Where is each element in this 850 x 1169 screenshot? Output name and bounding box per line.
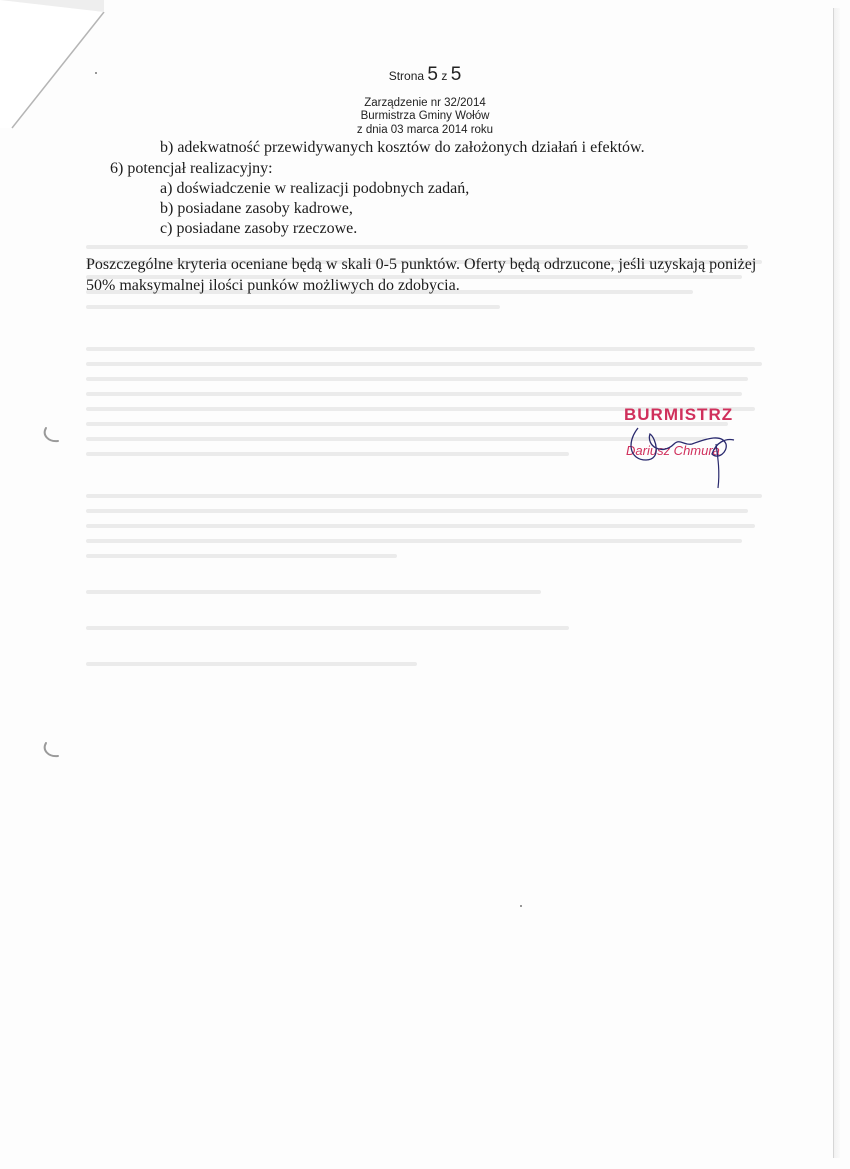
list-item <box>160 179 469 198</box>
list-marker: c) <box>160 220 173 237</box>
list-text: potencjał realizacyjny: <box>127 160 273 177</box>
list-text: posiadane zasoby kadrowe, <box>177 200 353 217</box>
speck <box>95 72 97 74</box>
list-marker: a) <box>160 180 173 197</box>
ordinance-date: z dnia 03 marca 2014 roku <box>356 124 494 136</box>
ordinance-issuer: Burmistrza Gminy Wołów <box>360 110 490 122</box>
svg-text:BURMISTRZ: BURMISTRZ <box>624 405 734 424</box>
page-number: 5 <box>427 64 438 85</box>
list-marker: b) <box>160 200 174 217</box>
criteria-paragraph: Poszczególne kryteria oceniane będą w skali 0-5 punktów. Oferty będą odrzucone, jeśli uzyskają poniżej 50% maksymalnej ilości punków możliwych do zdobycia. <box>86 256 757 294</box>
page-prefix: Strona <box>388 69 425 83</box>
list-item <box>160 199 353 218</box>
list-text: adekwatność przewidywanych kosztów do założonych działań i efektów. <box>177 139 645 156</box>
list-text: posiadane zasoby rzeczowe. <box>176 220 358 237</box>
list-item <box>110 159 273 178</box>
page-edge <box>833 8 840 1158</box>
punch-hole-mark <box>40 425 66 447</box>
page-number-line <box>0 64 850 86</box>
list-marker: b) <box>160 139 174 156</box>
list-marker: 6) <box>110 160 124 177</box>
ordinance-number: Zarządzenie nr 32/2014 <box>364 97 486 109</box>
list-item <box>160 219 357 238</box>
punch-hole-mark <box>40 740 66 762</box>
list-text: doświadczenie w realizacji podobnych zadań, <box>176 180 470 197</box>
speck <box>520 905 522 907</box>
svg-text:Dariusz Chmura: Dariusz Chmura <box>626 443 720 458</box>
page-separator: z <box>441 69 448 83</box>
page-total: 5 <box>450 64 462 85</box>
list-item <box>160 138 645 157</box>
mayor-stamp-signature <box>622 398 772 493</box>
